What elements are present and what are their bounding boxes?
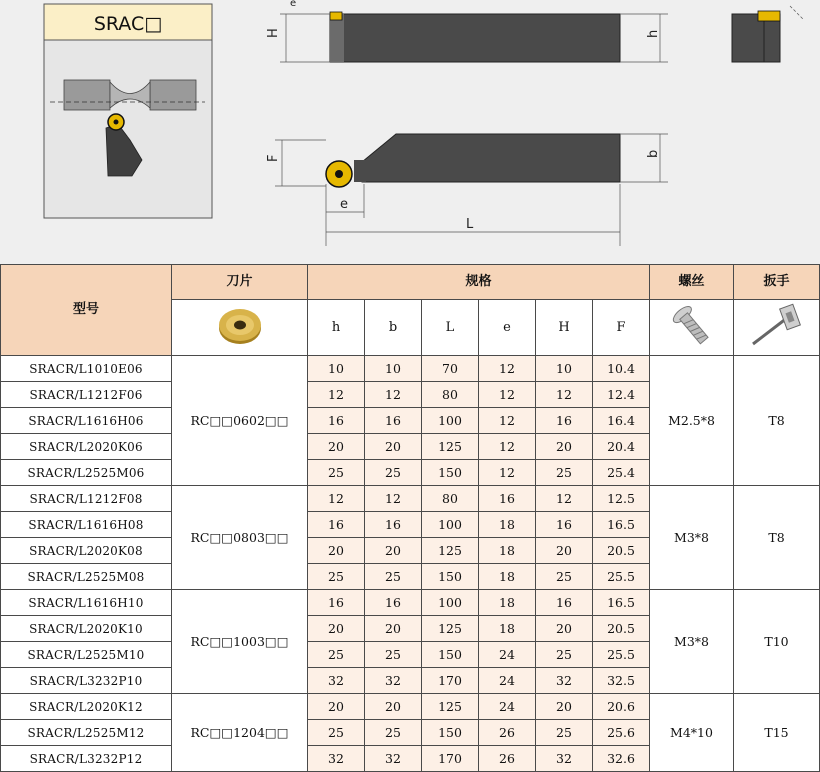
value-cell-H: 12 bbox=[536, 382, 593, 408]
value-cell-e: 18 bbox=[479, 590, 536, 616]
value-cell-L: 100 bbox=[422, 590, 479, 616]
screw-cell: M2.5*8 bbox=[650, 356, 734, 486]
header-insert: 刀片 bbox=[172, 265, 308, 300]
model-cell: SRACR/L2525M12 bbox=[1, 720, 172, 746]
value-cell-F: 10.4 bbox=[593, 356, 650, 382]
value-cell-h: 25 bbox=[308, 720, 365, 746]
model-cell: SRACR/L2020K12 bbox=[1, 694, 172, 720]
model-cell: SRACR/L2020K08 bbox=[1, 538, 172, 564]
value-cell-h: 25 bbox=[308, 460, 365, 486]
table-row bbox=[1, 486, 820, 512]
value-cell-h: 12 bbox=[308, 486, 365, 512]
value-cell-h: 16 bbox=[308, 408, 365, 434]
wrench-cell: T15 bbox=[734, 694, 820, 772]
wrench-icon bbox=[747, 302, 807, 350]
insert-icon bbox=[215, 304, 265, 348]
value-cell-e: 18 bbox=[479, 616, 536, 642]
value-cell-e: 12 bbox=[479, 460, 536, 486]
value-cell-b: 25 bbox=[365, 460, 422, 486]
insert-image-cell bbox=[172, 300, 308, 356]
value-cell-F: 12.4 bbox=[593, 382, 650, 408]
value-cell-H: 16 bbox=[536, 512, 593, 538]
value-cell-h: 32 bbox=[308, 746, 365, 772]
header-wrench: 扳手 bbox=[734, 265, 820, 300]
value-cell-e: 16 bbox=[479, 486, 536, 512]
value-cell-b: 20 bbox=[365, 434, 422, 460]
screw-cell: M4*10 bbox=[650, 694, 734, 772]
value-cell-b: 20 bbox=[365, 694, 422, 720]
application-view bbox=[44, 4, 212, 218]
model-cell: SRACR/L1616H06 bbox=[1, 408, 172, 434]
wrench-cell: T10 bbox=[734, 590, 820, 694]
value-cell-b: 16 bbox=[365, 590, 422, 616]
value-cell-e: 24 bbox=[479, 668, 536, 694]
value-cell-b: 32 bbox=[365, 668, 422, 694]
value-cell-F: 16.5 bbox=[593, 512, 650, 538]
value-cell-h: 16 bbox=[308, 512, 365, 538]
insert-cell: RC□□0803□□ bbox=[172, 486, 308, 590]
table-row bbox=[1, 356, 820, 382]
spec-body bbox=[1, 356, 820, 772]
value-cell-F: 32.6 bbox=[593, 746, 650, 772]
value-cell-F: 25.5 bbox=[593, 642, 650, 668]
value-cell-H: 20 bbox=[536, 538, 593, 564]
value-cell-F: 25.4 bbox=[593, 460, 650, 486]
dim-e: e bbox=[340, 197, 348, 212]
value-cell-H: 32 bbox=[536, 746, 593, 772]
tool-holder-drawing bbox=[0, 0, 820, 262]
value-cell-L: 100 bbox=[422, 408, 479, 434]
value-cell-b: 12 bbox=[365, 382, 422, 408]
value-cell-e: 18 bbox=[479, 512, 536, 538]
value-cell-e: 12 bbox=[479, 408, 536, 434]
model-cell: SRACR/L1616H08 bbox=[1, 512, 172, 538]
model-cell: SRACR/L1212F08 bbox=[1, 486, 172, 512]
value-cell-L: 150 bbox=[422, 564, 479, 590]
value-cell-F: 20.4 bbox=[593, 434, 650, 460]
model-cell: SRACR/L1010E06 bbox=[1, 356, 172, 382]
header-model: 型号 bbox=[1, 265, 172, 356]
value-cell-b: 25 bbox=[365, 720, 422, 746]
value-cell-L: 125 bbox=[422, 616, 479, 642]
value-cell-b: 32 bbox=[365, 746, 422, 772]
value-cell-h: 16 bbox=[308, 590, 365, 616]
value-cell-b: 16 bbox=[365, 512, 422, 538]
col-b: b bbox=[365, 300, 422, 356]
dim-L: L bbox=[466, 217, 474, 232]
value-cell-e: 12 bbox=[479, 382, 536, 408]
value-cell-F: 16.4 bbox=[593, 408, 650, 434]
value-cell-b: 20 bbox=[365, 538, 422, 564]
screw-image-cell bbox=[650, 300, 734, 356]
screw-icon bbox=[665, 302, 719, 350]
value-cell-F: 16.5 bbox=[593, 590, 650, 616]
dim-H: H bbox=[266, 28, 281, 38]
screw-cell: M3*8 bbox=[650, 590, 734, 694]
model-cell: SRACR/L2020K06 bbox=[1, 434, 172, 460]
insert-cell: RC□□1003□□ bbox=[172, 590, 308, 694]
value-cell-h: 25 bbox=[308, 564, 365, 590]
header-screw: 螺丝 bbox=[650, 265, 734, 300]
dim-top: e bbox=[290, 0, 297, 9]
value-cell-e: 18 bbox=[479, 564, 536, 590]
insert-cell: RC□□1204□□ bbox=[172, 694, 308, 772]
header-row bbox=[1, 265, 820, 300]
dim-b: b bbox=[646, 149, 661, 158]
value-cell-F: 20.5 bbox=[593, 538, 650, 564]
value-cell-H: 16 bbox=[536, 590, 593, 616]
value-cell-H: 20 bbox=[536, 616, 593, 642]
wrench-image-cell bbox=[734, 300, 820, 356]
value-cell-h: 20 bbox=[308, 616, 365, 642]
value-cell-F: 25.6 bbox=[593, 720, 650, 746]
col-H: H bbox=[536, 300, 593, 356]
value-cell-h: 32 bbox=[308, 668, 365, 694]
value-cell-L: 80 bbox=[422, 486, 479, 512]
value-cell-F: 20.5 bbox=[593, 616, 650, 642]
table-row bbox=[1, 694, 820, 720]
value-cell-b: 20 bbox=[365, 616, 422, 642]
value-cell-b: 12 bbox=[365, 486, 422, 512]
value-cell-e: 24 bbox=[479, 694, 536, 720]
value-cell-L: 150 bbox=[422, 460, 479, 486]
value-cell-b: 10 bbox=[365, 356, 422, 382]
header-spec: 规格 bbox=[308, 265, 650, 300]
value-cell-h: 10 bbox=[308, 356, 365, 382]
value-cell-e: 12 bbox=[479, 434, 536, 460]
col-e: e bbox=[479, 300, 536, 356]
wrench-cell: T8 bbox=[734, 486, 820, 590]
model-cell: SRACR/L1212F06 bbox=[1, 382, 172, 408]
value-cell-F: 12.5 bbox=[593, 486, 650, 512]
value-cell-h: 20 bbox=[308, 434, 365, 460]
value-cell-L: 80 bbox=[422, 382, 479, 408]
value-cell-b: 25 bbox=[365, 642, 422, 668]
model-cell: SRACR/L3232P10 bbox=[1, 668, 172, 694]
value-cell-H: 20 bbox=[536, 434, 593, 460]
model-cell: SRACR/L2525M08 bbox=[1, 564, 172, 590]
dim-h: h bbox=[646, 29, 661, 38]
value-cell-H: 20 bbox=[536, 694, 593, 720]
model-cell: SRACR/L2020K10 bbox=[1, 616, 172, 642]
screw-cell: M3*8 bbox=[650, 486, 734, 590]
value-cell-L: 125 bbox=[422, 538, 479, 564]
value-cell-L: 125 bbox=[422, 694, 479, 720]
col-L: L bbox=[422, 300, 479, 356]
col-F: F bbox=[593, 300, 650, 356]
value-cell-b: 25 bbox=[365, 564, 422, 590]
col-h: h bbox=[308, 300, 365, 356]
value-cell-e: 24 bbox=[479, 642, 536, 668]
value-cell-H: 25 bbox=[536, 642, 593, 668]
value-cell-L: 150 bbox=[422, 720, 479, 746]
value-cell-e: 26 bbox=[479, 746, 536, 772]
model-cell: SRACR/L2525M06 bbox=[1, 460, 172, 486]
table-row bbox=[1, 590, 820, 616]
value-cell-L: 125 bbox=[422, 434, 479, 460]
value-cell-H: 12 bbox=[536, 486, 593, 512]
wrench-cell: T8 bbox=[734, 356, 820, 486]
model-cell: SRACR/L2525M10 bbox=[1, 642, 172, 668]
drawing-title: SRAC□ bbox=[93, 13, 163, 35]
value-cell-H: 25 bbox=[536, 460, 593, 486]
value-cell-h: 20 bbox=[308, 694, 365, 720]
value-cell-F: 25.5 bbox=[593, 564, 650, 590]
value-cell-e: 26 bbox=[479, 720, 536, 746]
model-cell: SRACR/L3232P12 bbox=[1, 746, 172, 772]
value-cell-e: 18 bbox=[479, 538, 536, 564]
value-cell-L: 70 bbox=[422, 356, 479, 382]
value-cell-H: 10 bbox=[536, 356, 593, 382]
value-cell-F: 32.5 bbox=[593, 668, 650, 694]
value-cell-L: 150 bbox=[422, 642, 479, 668]
value-cell-e: 12 bbox=[479, 356, 536, 382]
value-cell-H: 16 bbox=[536, 408, 593, 434]
spec-table bbox=[0, 264, 820, 772]
value-cell-h: 20 bbox=[308, 538, 365, 564]
value-cell-F: 20.6 bbox=[593, 694, 650, 720]
value-cell-b: 16 bbox=[365, 408, 422, 434]
value-cell-h: 25 bbox=[308, 642, 365, 668]
insert-cell: RC□□0602□□ bbox=[172, 356, 308, 486]
value-cell-H: 25 bbox=[536, 564, 593, 590]
value-cell-L: 170 bbox=[422, 746, 479, 772]
value-cell-H: 32 bbox=[536, 668, 593, 694]
value-cell-L: 100 bbox=[422, 512, 479, 538]
value-cell-h: 12 bbox=[308, 382, 365, 408]
value-cell-L: 170 bbox=[422, 668, 479, 694]
value-cell-H: 25 bbox=[536, 720, 593, 746]
model-cell: SRACR/L1616H10 bbox=[1, 590, 172, 616]
dim-F: F bbox=[266, 154, 281, 162]
